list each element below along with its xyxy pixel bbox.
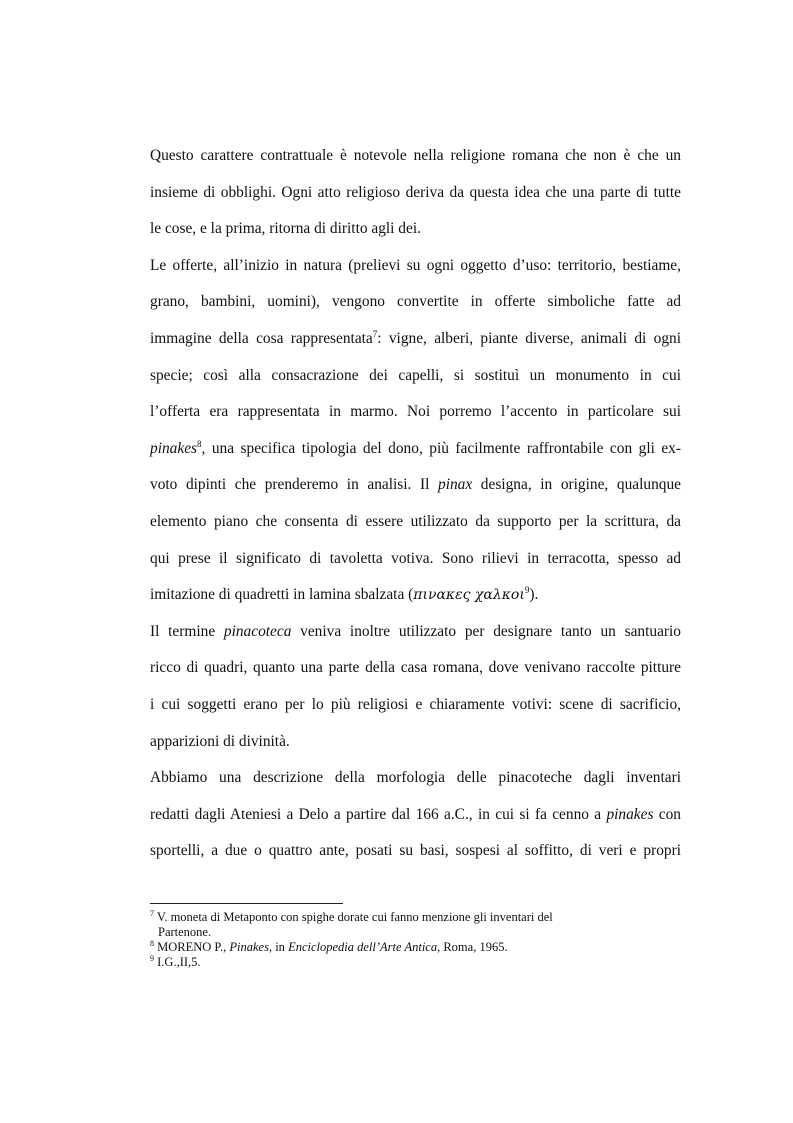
footnotes	[150, 910, 681, 970]
paragraph-line: pinakes$^8$, una specifica tipologia del dono, più facilmente raffrontabile con gli ex-	[150, 438, 681, 457]
body-text	[150, 147, 681, 860]
paragraph-line: qui prese il significato di tavoletta votiva. Sono rilievi in terracotta, spesso ad	[150, 549, 681, 567]
footnote-7: $^7$ V. moneta di Metaponto con spighe dorate cui fanno menzione gli inventari del	[150, 909, 553, 924]
paragraph-line: l’offerta era rappresentata in marmo. Noi porremo l’accento in particolare sui	[150, 403, 681, 421]
paragraph-line: Le offerte, all’inizio in natura (prelievi su ogni oggetto d’uso: territorio, bestiame,	[150, 256, 681, 274]
footnote-ref[interactable]: 8	[197, 438, 202, 449]
paragraph-line: redatti dagli Ateniesi a Delo a partire dal 166 a.C., in cui si fa cenno a pinakes con	[150, 805, 681, 823]
paragraph-line: ricco di quadri, quanto una parte della casa romana, dove venivano raccolte pitture	[150, 659, 681, 677]
footnote-ref[interactable]: 9	[524, 585, 530, 596]
greek-text: πινακες χαλκοι	[413, 587, 525, 604]
paragraph-line: grano, bambini, uomini), vengono convertite in offerte simboliche fatte ad	[150, 293, 681, 311]
paragraph-line: elemento piano che consenta di essere utilizzato da supporto per la scrittura, da	[150, 512, 681, 530]
footnote-9: $^9$ I.G.,II,5.	[150, 954, 201, 969]
paragraph-line: immagine della cosa rappresentata$^7$: vigne, alberi, piante diverse, animali di ogni	[150, 328, 681, 347]
footnote-divider	[150, 903, 343, 904]
paragraph-line: Il termine pinacoteca veniva inoltre utilizzato per designare tanto un santuario	[150, 622, 681, 640]
paragraph-line: insieme di obblighi. Ogni atto religioso deriva da questa idea che una parte di tutte	[150, 183, 681, 201]
footnote-7-continuation: Partenone.	[158, 925, 212, 939]
paragraph-line: le cose, e la prima, ritorna di diritto agli dei.	[150, 220, 421, 238]
paragraph-line: sportelli, a due o quattro ante, posati su basi, sospesi al soffitto, di veri e propri	[150, 842, 681, 860]
footnote-ref[interactable]: 7	[372, 328, 378, 339]
paragraph-line: specie; così alla consacrazione dei capelli, si sostituì un monumento in cui	[150, 366, 681, 384]
paragraph-line: Questo carattere contrattuale è notevole nella religione romana che non è che un	[150, 147, 681, 164]
paragraph-line: voto dipinti che prenderemo in analisi. Il pinax designa, in origine, qualunque	[150, 476, 681, 494]
paragraph-line: imitazione di quadretti in lamina sbalzata (πινακες χαλκοι$^9$).	[150, 585, 539, 604]
paragraph-line: i cui soggetti erano per lo più religiosi e chiaramente votivi: scene di sacrificio,	[150, 695, 681, 713]
paragraph-line: apparizioni di divinità.	[150, 732, 290, 750]
paragraph-line: Abbiamo una descrizione della morfologia delle pinacoteche dagli inventari	[150, 769, 681, 787]
footnote-8: $^8$ MORENO P., Pinakes, in Enciclopedia dell’Arte Antica, Roma, 1965.	[150, 939, 508, 954]
